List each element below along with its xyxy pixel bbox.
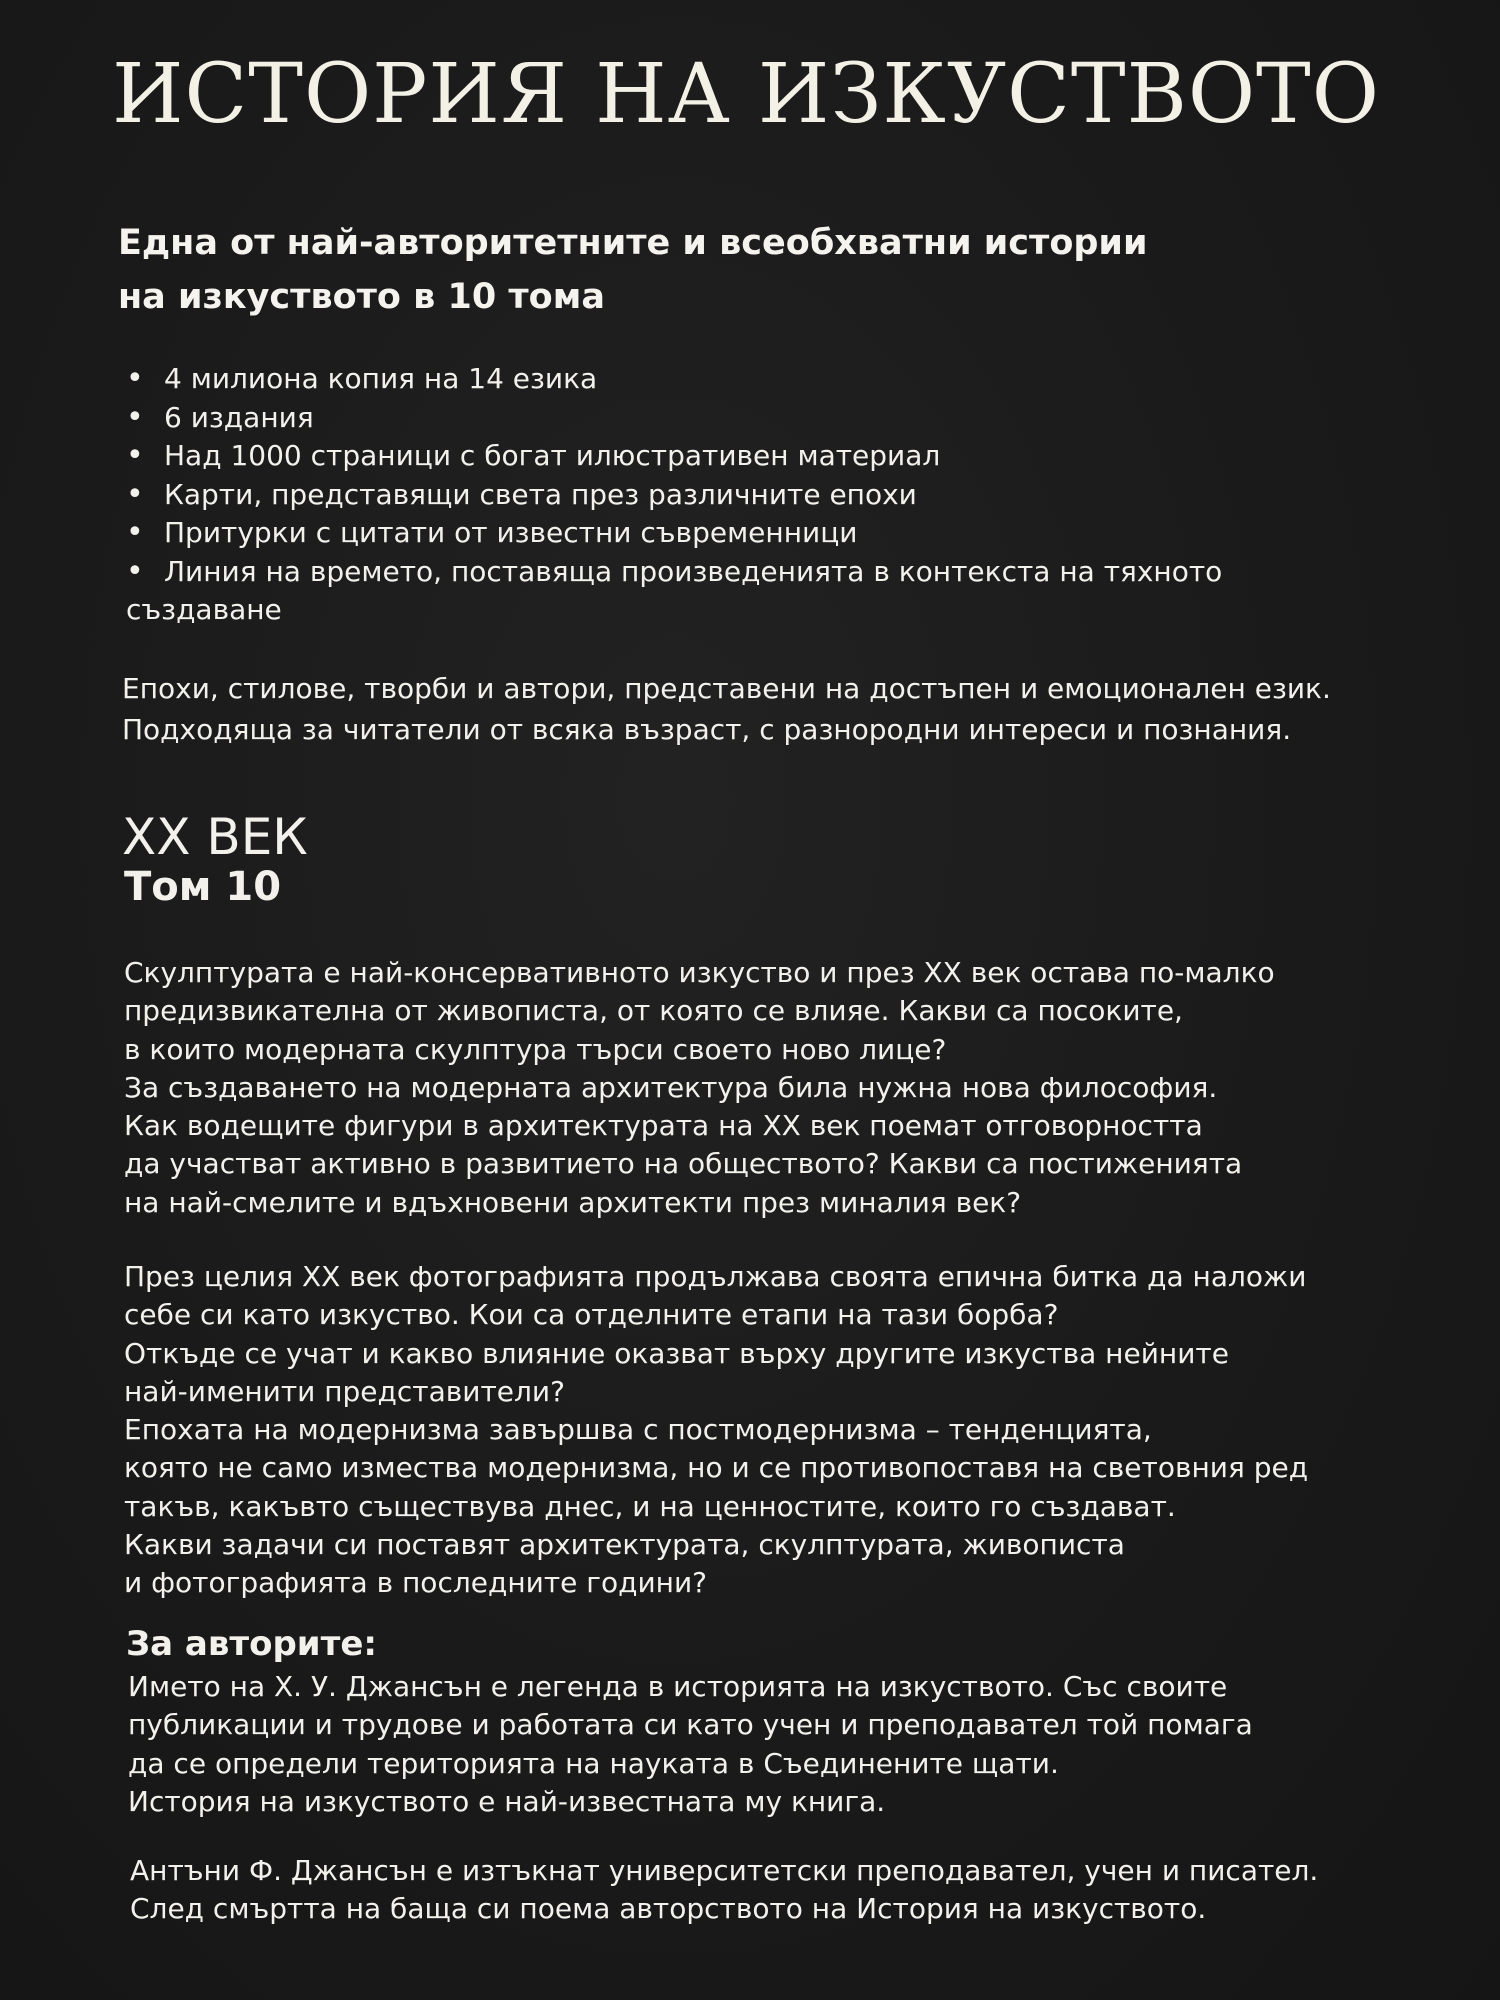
bullet-icon: • — [126, 476, 144, 512]
intro-paragraph — [122, 668, 1382, 750]
bullet-icon: • — [126, 553, 144, 589]
text-line: За създаването на модерната архитектура била нужна нова философия. — [124, 1070, 1218, 1104]
features-list — [126, 360, 1366, 630]
feature-item-continuation: създаване — [126, 593, 282, 626]
text-line: Скулптурата е най-консервативното изкуство и през XX век остава по-малко — [124, 956, 1275, 989]
text-line: в които модерната скулптура търси своето ново лице? — [124, 1032, 947, 1066]
feature-item: • 4 милиона копия на 14 езика — [126, 360, 1366, 399]
text-line: да се определи територията на науката в Съединените щати. — [128, 1746, 1059, 1780]
text-line: предизвикателна от живописта, от която се влияе. Какви са посоките, — [124, 994, 1183, 1028]
text-line: най-именити представители? — [124, 1374, 565, 1408]
feature-item: • 6 издания — [126, 399, 1366, 438]
text-line: Какви задачи си поставят архитектурата, скулптурата, живописта — [124, 1528, 1125, 1562]
text-line: и фотографията в последните години? — [124, 1566, 708, 1600]
authors-heading: За авторите: — [126, 1624, 377, 1664]
feature-item: • Карти, представящи света през различните епохи — [126, 476, 1366, 515]
headline-line: Една от най-авторитетните и всеобхватни истории — [118, 223, 1148, 263]
feature-item: • Притурки с цитати от известни съвременници — [126, 514, 1366, 553]
text-line: Антъни Ф. Джансън е изтъкнат университетски преподавател, учен и писател. — [130, 1854, 1319, 1887]
text-line: Епохи, стилове, творби и автори, представени на достъпен и емоционален език. — [122, 672, 1331, 705]
description-paragraph-1 — [124, 954, 1384, 1222]
authors-paragraph-2 — [130, 1852, 1390, 1929]
text-line: Епохата на модернизма завършва с постмодернизма – тенденцията, — [124, 1413, 1152, 1447]
text-line: След смъртта на баща си поема авторството на История на изкуството. — [130, 1892, 1207, 1926]
text-line: такъв, какъвто съществува днес, и на ценностите, които го създават. — [124, 1489, 1176, 1523]
authors-paragraph-1 — [128, 1668, 1388, 1821]
text-line: публикации и трудове и работата си като учен и преподавател той помага — [128, 1708, 1253, 1742]
bullet-icon: • — [126, 515, 144, 550]
feature-item: • Линия на времето, поставяща произведенията в контекста на тяхното създаване — [126, 553, 1366, 630]
headline — [118, 216, 1378, 324]
text-line: Как водещите фигури в архитектурата на XX век поемат отговорността — [124, 1109, 1203, 1143]
bullet-icon: • — [126, 361, 144, 396]
headline-line: на изкуството в 10 тома — [118, 277, 605, 317]
text-line: През целия XX век фотографията продължава своята епична битка да наложи — [124, 1260, 1307, 1293]
feature-item: • Над 1000 страници с богат илюстративен материал — [126, 437, 1366, 476]
text-line: История на изкуството е най-известната му книга. — [128, 1784, 886, 1818]
volume-heading: Том 10 — [124, 864, 282, 910]
text-line: която не само измества модернизма, но и се противопоставя на световния ред — [124, 1451, 1309, 1485]
text-line: на най-смелите и вдъхновени архитекти през миналия век? — [124, 1185, 1022, 1219]
text-line: Подходяща за читатели от всяка възраст, с разнородни интереси и познания. — [122, 713, 1292, 746]
bullet-icon: • — [126, 399, 144, 435]
description-paragraph-2 — [124, 1258, 1384, 1603]
text-line: Откъде се учат и какво влияние оказват върху другите изкуства нейните — [124, 1336, 1229, 1370]
text-line: да участват активно в развитието на обществото? Какви са постиженията — [124, 1147, 1243, 1181]
text-line: Името на Х. У. Джансън е легенда в историята на изкуството. Със своите — [128, 1670, 1228, 1703]
bullet-icon: • — [126, 438, 144, 473]
book-title: ИСТОРИЯ НА ИЗКУСТВОТО — [112, 47, 1380, 142]
era-heading: XX ВЕК — [122, 808, 308, 866]
text-line: себе си като изкуство. Кои са отделните етапи на тази борба? — [124, 1298, 1059, 1332]
